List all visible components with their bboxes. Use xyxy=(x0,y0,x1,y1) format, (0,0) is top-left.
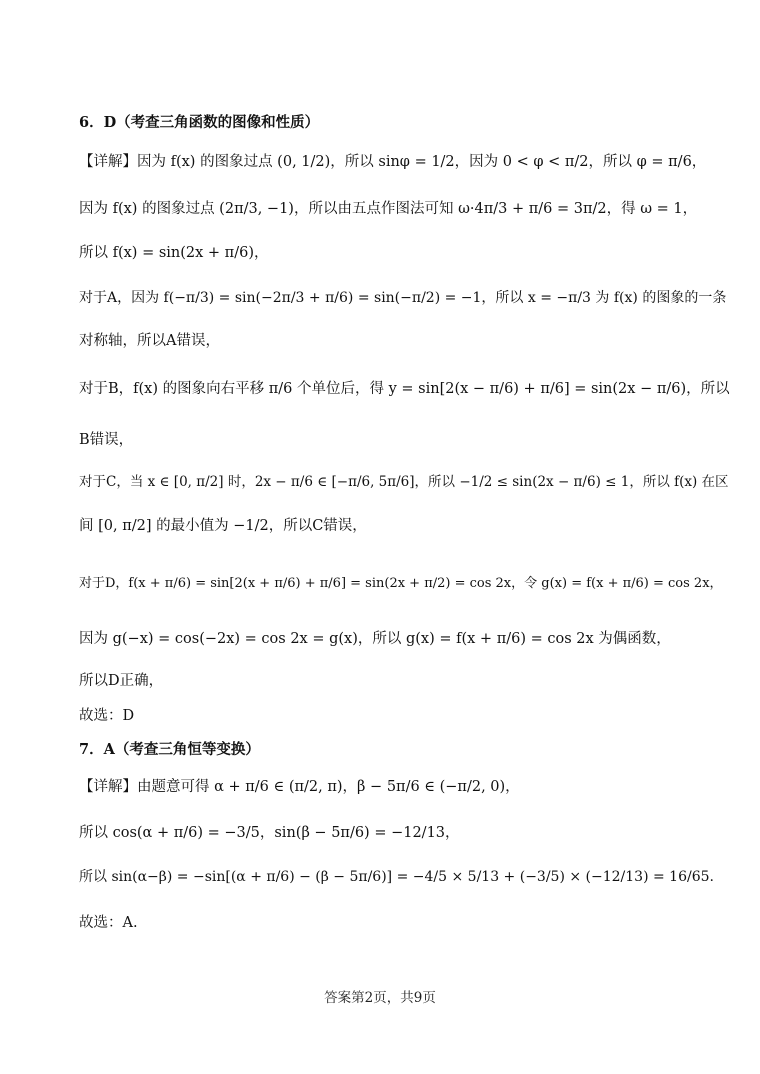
q6-line-4: 对于A，因为 f(−π/3) = sin(−2π/3 + π/6) = sin(−π/2) = −1，所以 x = −π/3 为 f(x) 的图象的一条 xyxy=(79,290,727,306)
q6-line-12: 所以D正确， xyxy=(79,673,164,689)
q6-line-8: 对于C，当 x ∈ [0, π/2] 时，2x − π/6 ∈ [−π/6, 5π/6]，所以 −1/2 ≤ sin(2x − π/6) ≤ 1，所以 f(x) 在区 xyxy=(79,474,729,490)
q6-line-6: 对于B，f(x) 的图象向右平移 π/6 个单位后，得 y = sin[2(x − π/6) + π/6] = sin(2x − π/6)，所以 xyxy=(79,381,730,397)
q6-line-7: B错误， xyxy=(79,432,134,448)
q6-line-3: 所以 f(x) = sin(2x + π/6)， xyxy=(79,245,269,261)
q6-heading: 6．D（考查三角函数的图像和性质） xyxy=(79,114,320,131)
q7-line-2: 所以 cos(α + π/6) = −3/5，sin(β − 5π/6) = −12/13， xyxy=(79,825,460,841)
q7-line-4: 故选：A. xyxy=(79,915,138,931)
q7-line-1: 【详解】由题意可得 α + π/6 ∈ (π/2, π)，β − 5π/6 ∈ (−π/2, 0)， xyxy=(79,779,520,795)
q6-line-1: 【详解】因为 f(x) 的图象过点 (0, 1/2)，所以 sinφ = 1/2，因为 0 < φ < π/2，所以 φ = π/6， xyxy=(79,154,707,170)
q6-line-10: 对于D，f(x + π/6) = sin[2(x + π/6) + π/6] = sin(2x + π/2) = cos 2x，令 g(x) = f(x + π/6) = cos 2x， xyxy=(79,576,723,591)
q6-line-11: 因为 g(−x) = cos(−2x) = cos 2x = g(x)，所以 g(x) = f(x + π/6) = cos 2x 为偶函数， xyxy=(79,631,671,647)
q7-line-3: 所以 sin(α−β) = −sin[(α + π/6) − (β − 5π/6)] = −4/5 × 5/13 + (−3/5) × (−12/13) = 16/65. xyxy=(79,869,714,885)
q6-line-2: 因为 f(x) 的图象过点 (2π/3, −1)，所以由五点作图法可知 ω·4π/3 + π/6 = 3π/2，得 ω = 1， xyxy=(79,201,698,217)
page-footer: 答案第2页，共9页 xyxy=(324,990,436,1006)
q6-line-13: 故选：D xyxy=(79,708,135,724)
q6-line-5: 对称轴，所以A错误， xyxy=(79,333,220,349)
q6-line-9: 间 [0, π/2] 的最小值为 −1/2，所以C错误， xyxy=(79,518,367,534)
q7-heading: 7．A（考查三角恒等变换） xyxy=(79,741,260,758)
